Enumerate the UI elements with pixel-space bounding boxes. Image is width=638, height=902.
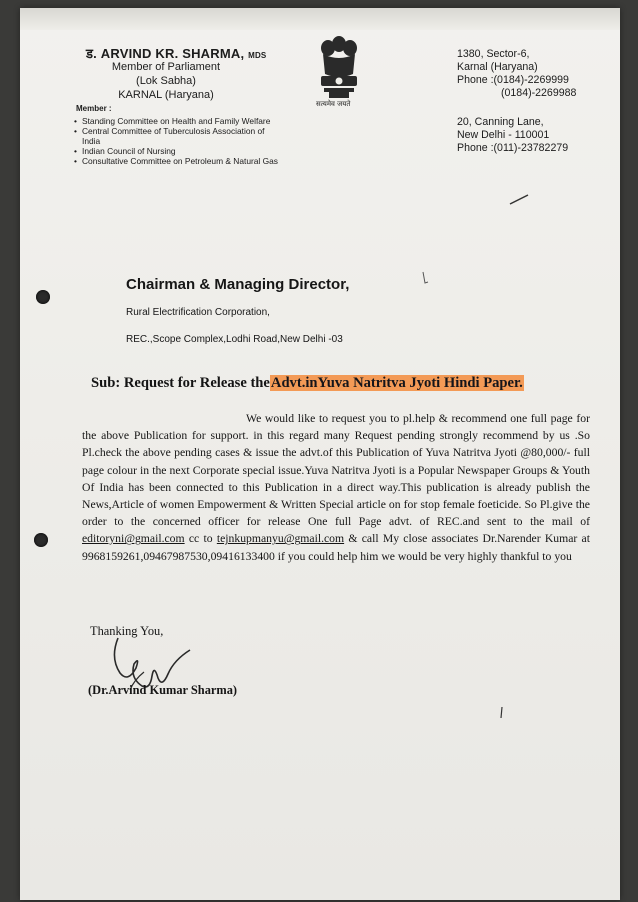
page-fold-shadow (20, 8, 620, 30)
pen-mark-icon (420, 270, 430, 286)
recipient-address: REC.,Scope Complex,Lodhi Road,New Delhi -03 (126, 334, 343, 345)
email-link[interactable]: editoryni@gmail.com (82, 532, 185, 546)
house: (Lok Sabha) (136, 75, 196, 87)
signatory-name: (Dr.Arvind Kumar Sharma) (88, 683, 238, 697)
phone-line: Phone :(011)-23782279 (457, 142, 569, 154)
committee-item: • Indian Council of Nursing (74, 146, 284, 156)
committee-item: • Central Committee of Tuberculosis Association of India (74, 126, 284, 146)
subject-highlight: Advt.inYuva Natritva Jyoti Hindi Paper. (270, 375, 523, 391)
body-text: & call My close associates Dr.Narender Kumar at 9968159261,09467987530,09416133400 if you could help him we would be very highly thankful to you (82, 532, 590, 563)
member-label: Member : (76, 104, 112, 113)
committee-item: • Standing Committee on Health and Family Welfare (74, 116, 284, 126)
email-link[interactable]: tejnkupmanyu@gmail.com (216, 532, 345, 546)
recipient-title: Chairman & Managing Director, (126, 276, 350, 293)
closing-thanks: Thanking You, (90, 624, 164, 638)
name-text: ARVIND KR. SHARMA, (100, 46, 245, 61)
body-text: cc to (184, 532, 217, 546)
phone-line: (0184)-2269988 (501, 87, 577, 99)
constituency: KARNAL (Haryana) (118, 89, 214, 101)
mp-designation-block (86, 60, 246, 102)
pen-mark-icon (508, 192, 532, 206)
degree: MDS (248, 51, 267, 60)
phone-line: Phone :(0184)-2269999 (457, 74, 569, 86)
committee-list (74, 116, 284, 166)
karnal-address (457, 48, 576, 100)
body-text: We would like to request you to pl.help & recommend one full page for the above Publication for support. in this regard many Request pending strongly recommend by us .So Pl.check the above pending cases & issue the advt.of this Publication of Yuva Natritva Jyoti @80,000/- full page colour in the next Corporate special issue.Yuva Natritva Jyoti is a Popular Newspaper Groups & Youth Of India has been connected to this Publication in a direct way.This publication is already publish the News,Article of women Empowerment & Written Special article on for stop female foeticide. So Pl.give the order to the concerned officer for release One full Page advt. of REC.and sent to the mail of (82, 412, 590, 529)
address-line: New Delhi - 110001 (457, 129, 550, 141)
address-line: 20, Canning Lane, (457, 116, 544, 128)
emblem-caption: सत्यमेव जयते (316, 100, 351, 108)
subject-line (91, 375, 524, 392)
address-line: 1380, Sector-6, (457, 48, 530, 60)
punch-hole-bottom (34, 533, 48, 547)
recipient-organization: Rural Electrification Corporation, (126, 307, 270, 318)
pen-mark-icon (498, 706, 506, 720)
address-line: Karnal (Haryana) (457, 61, 538, 73)
subject-prefix: Sub: Request for Release the (91, 375, 270, 391)
delhi-address (457, 116, 568, 155)
designation: Member of Parliament (111, 61, 221, 73)
letter-body (82, 410, 590, 565)
punch-hole-top (36, 290, 50, 304)
body-paragraph (82, 410, 590, 565)
name-prefix: ड. (86, 46, 97, 61)
committee-item: • Consultative Committee on Petroleum & Natural Gas (74, 156, 284, 166)
